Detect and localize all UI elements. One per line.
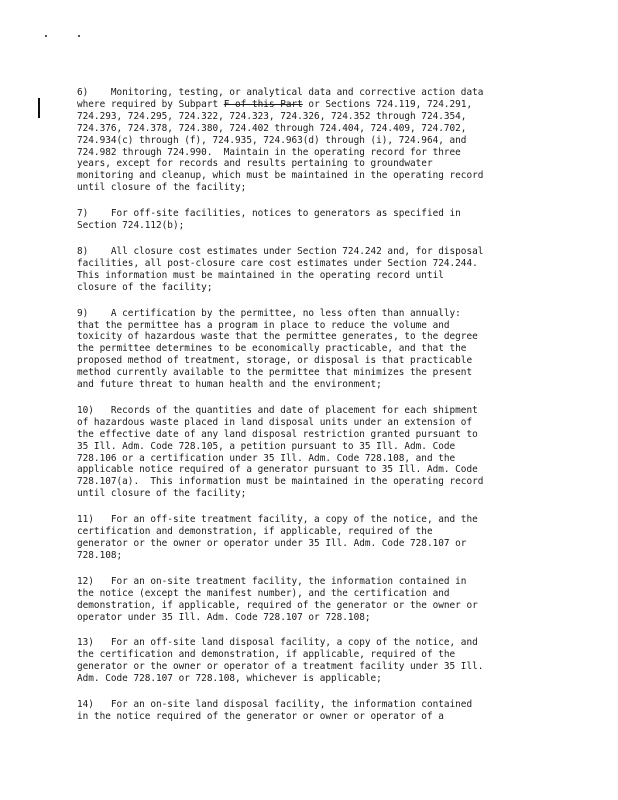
text-line: in the notice required of the generator or owner or operator of a [77, 710, 444, 722]
struck-text: F of this Part [223, 98, 303, 110]
text-line: 728.106 or a certification under 35 Ill. Adm. Code 728.108, and the [77, 452, 456, 464]
text-line: closure of the facility; [77, 281, 213, 293]
paragraph-11 [77, 514, 547, 562]
text-line: 10) Records of the quantities and date of placement for each shipment [77, 404, 478, 416]
text-line: 12) For an on-site treatment facility, the information contained in [77, 575, 467, 587]
paragraph-10 [77, 405, 547, 500]
text-line: 724.934(c) through (f), 724.935, 724.963(d) through (i), 724.964, and [77, 134, 467, 146]
text-line: 728.107(a). This information must be maintained in the operating record [77, 476, 484, 488]
text-line: 728.108; [77, 549, 123, 561]
scan-speck [45, 35, 47, 37]
paragraph-12 [77, 576, 547, 624]
text-line: facilities, all post-closure care cost estimates under Section 724.244. [77, 257, 478, 269]
text-line: monitoring and cleanup, which must be maintained in the operating record [77, 170, 484, 182]
text-line: until closure of the facility; [77, 488, 247, 500]
paragraph-13 [77, 637, 547, 685]
text-line: the effective date of any land disposal restriction granted pursuant to [77, 428, 478, 440]
text-line: 11) For an off-site treatment facility, a copy of the notice, and the [77, 514, 478, 526]
text-line: of hazardous waste placed in land disposal units under an extension of [77, 416, 473, 428]
text-line: generator or the owner or operator under 35 Ill. Adm. Code 728.107 or [77, 538, 467, 549]
text-line: 35 Ill. Adm. Code 728.105, a petition pursuant to 35 Ill. Adm. Code [77, 440, 456, 452]
scan-speck [78, 35, 80, 37]
text-line: operator under 35 Ill. Adm. Code 728.107 or 728.108; [77, 611, 371, 623]
paragraph-14 [77, 699, 547, 723]
text-line: Section 724.112(b); [77, 220, 185, 232]
text-line: proposed method of treatment, storage, or disposal is that practicable [77, 355, 473, 367]
text-line: that the permittee has a program in place to reduce the volume and [77, 319, 450, 331]
text-line: the permittee determines to be economically practicable, and that the [77, 343, 467, 355]
text-line: 724.982 through 724.990. Maintain in the operating record for three [77, 146, 461, 158]
text-line: 13) For an off-site land disposal facility, a copy of the notice, and [77, 637, 478, 649]
text-line: applicable notice required of a generator pursuant to 35 Ill. Adm. Code [77, 464, 478, 476]
text-line: toxicity of hazardous waste that the permittee generates, to the degree [77, 331, 478, 343]
text-line-with-strikethrough: where required by Subpart F of this Part or Sections 724.119, 724.291, [77, 98, 473, 110]
text-line: demonstration, if applicable, required of the generator or the owner or [77, 599, 478, 611]
text-line: years, except for records and results pertaining to groundwater [77, 158, 433, 170]
text-line: Adm. Code 728.107 or 728.108, whichever is applicable; [77, 673, 382, 685]
document-body [77, 87, 547, 737]
text-cursor-mark [38, 98, 40, 118]
text-line: certification and demonstration, if applicable, required of the [77, 526, 433, 538]
paragraph-9 [77, 308, 547, 391]
text-line: and future threat to human health and the environment; [77, 379, 382, 391]
text-line: This information must be maintained in the operating record until [77, 269, 444, 281]
text-line: generator or the owner or operator of a treatment facility under 35 Ill. [77, 661, 484, 673]
paragraph-8 [77, 246, 547, 294]
text-line: method currently available to the permittee that minimizes the present [77, 367, 473, 379]
text-line: 8) All closure cost estimates under Section 724.242 and, for disposal [77, 245, 484, 257]
text-line: the certification and demonstration, if applicable, required of the [77, 649, 456, 661]
text-line: the notice (except the manifest number), and the certification and [77, 587, 450, 599]
text-line: 14) For an on-site land disposal facility, the information contained [77, 699, 473, 711]
paragraph-7 [77, 208, 547, 232]
text-line: 7) For off-site facilities, notices to generators as specified in [77, 208, 461, 220]
text-line: 724.376, 724.378, 724.380, 724.402 through 724.404, 724.409, 724.702, [77, 122, 467, 134]
text-line: until closure of the facility; [77, 182, 247, 194]
paragraph-6 [77, 87, 547, 194]
text-line: 6) Monitoring, testing, or analytical data and corrective action data [77, 87, 484, 98]
text-line: 724.293, 724.295, 724.322, 724.323, 724.326, 724.352 through 724.354, [77, 110, 467, 122]
text-line: 9) A certification by the permittee, no less often than annually: [77, 307, 461, 319]
